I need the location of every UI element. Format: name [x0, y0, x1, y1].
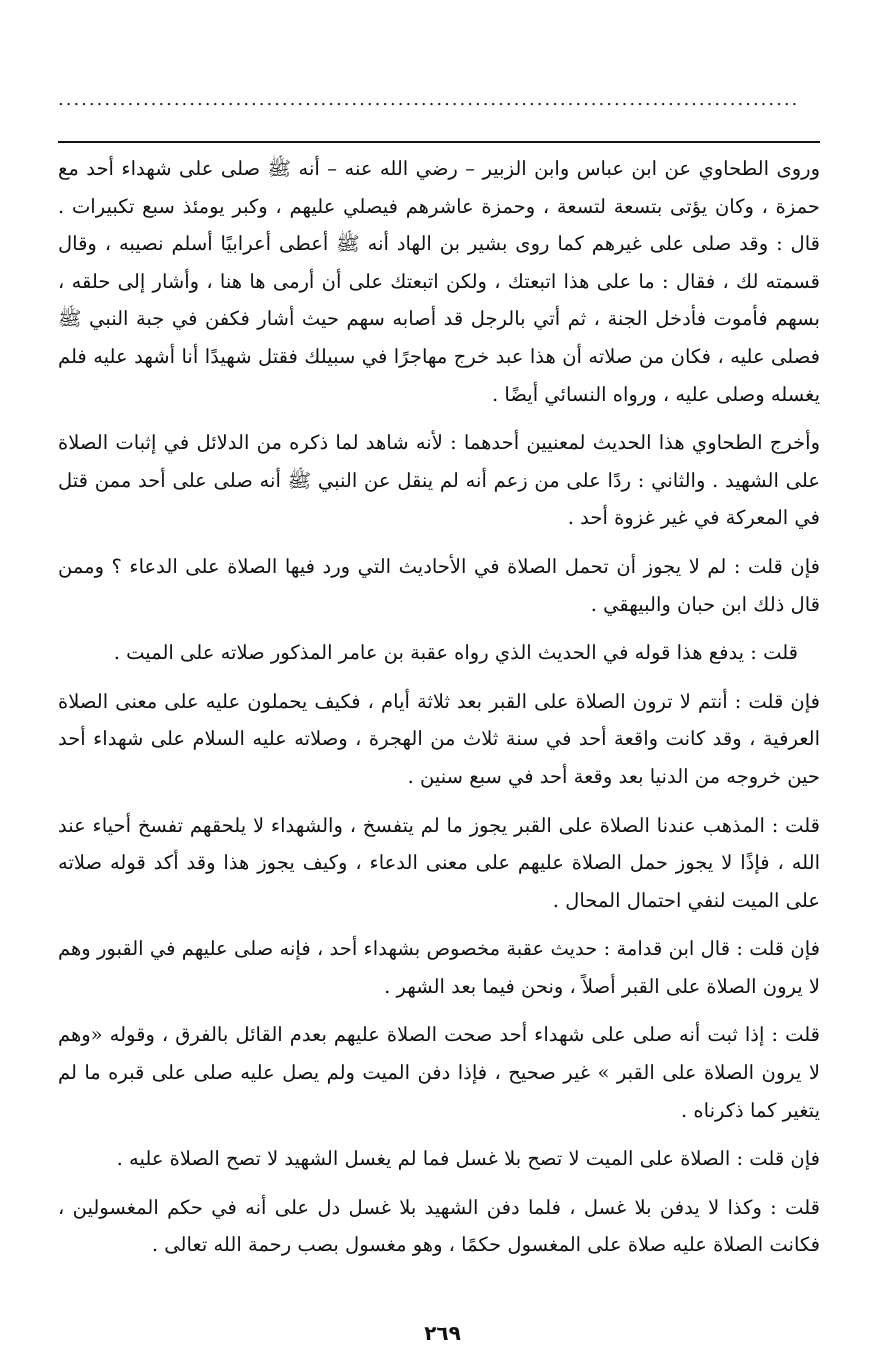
page-number: ٢٦٩ — [424, 1321, 461, 1345]
paragraph-10: قلت : وكذا لا يدفن بلا غسل ، فلما دفن الشهيد بلا غسل دل على أنه في حكم المغسولين ، فكانت الصلاة عليه صلاة على المغسول حكمًا ، وهو مغسول بصب رحمة الله تعالى . — [58, 1195, 820, 1257]
paragraph-5: فإن قلت : أنتم لا ترون الصلاة على القبر بعد ثلاثة أيام ، فكيف يحملون عليه على معنى الصلاة العرفية ، وقد كانت واقعة أحد في سنة ثلاث من الهجرة ، وصلاته عليه السلام على شهداء أحد حين خروجه من الدنيا بعد وقعة أحد في سبع سنين . — [58, 689, 820, 788]
paragraph-6: قلت : المذهب عندنا الصلاة على القبر يجوز ما لم يتفسخ ، والشهداء لا يلحقهم تفسخ أحياء عند الله ، فإذًا لا يجوز حمل الصلاة عليهم على معنى الدعاء ، وكيف يجوز هذا وقد أكد قوله صلاته على الميت لنفي احتمال المحال . — [58, 813, 820, 912]
paragraph-4: قلت : يدفع هذا قوله في الحديث الذي رواه عقبة بن عامر المذكور صلاته على الميت . — [113, 641, 798, 665]
paragraph-2: وأخرج الطحاوي هذا الحديث لمعنيين أحدهما : لأنه شاهد لما ذكره من الدلائل في إثبات الصلاة على الشهيد . والثاني : ردًا على من زعم أنه لم ينقل عن النبي ﷺ أنه صلى على أحد ممن قتل في المعركة في غير غزوة أحد . — [58, 431, 820, 530]
paragraph-8: قلت : إذا ثبت أنه صلى على شهداء أحد صحت الصلاة عليهم بعدم القائل بالفرق ، وقوله «وهم لا يرون الصلاة على القبر » غير صحيح ، فإذا دفن الميت ولم يصل عليه صلى على قبره ما لم يتغير كما ذكرناه . — [58, 1023, 820, 1122]
main-text — [58, 150, 820, 1275]
paragraph-7: فإن قلت : قال ابن قدامة : حديث عقبة مخصوص بشهداء أحد ، فإنه صلى عليهم في القبور وهم لا يرون الصلاة على القبر أصلاً ، ونحن فيما بعد الشهر . — [58, 937, 820, 998]
horizontal-rule — [58, 141, 820, 143]
dotted-separator: ................................................................................................ — [58, 89, 800, 110]
paragraph-1: وروى الطحاوي عن ابن عباس وابن الزبير – رضي الله عنه – أنه ﷺ صلى على شهداء أحد مع حمزة ، وكان يؤتى بتسعة لتسعة ، وحمزة عاشرهم فيصلي عليهم ، وكبر يومئذ سبع تكبيرات . قال : وقد صلى على غيرهم كما روى بشير بن الهاد أنه ﷺ أعطى أعرابيًا أسلم نصيبه ، وقال قسمته لك ، فقال : ما على هذا اتبعتك ، ولكن اتبعتك على أن أرمى ها هنا ، وأشار إلى حلقه ، بسهم فأموت فأدخل الجنة ، ثم أتي بالرجل قد أصابه سهم حيث أشار فكفن في جبة النبي ﷺ فصلى عليه ، فكان من صلاته أن هذا عبد خرج مهاجرًا في سبيلك فقتل شهيدًا أنا أشهد عليه فلم يغسله وصلى عليه ، ورواه النسائي أيضًا . — [58, 157, 820, 406]
paragraph-3: فإن قلت : لم لا يجوز أن تحمل الصلاة في الأحاديث التي ورد فيها الصلاة على الدعاء ؟ وممن قال ذلك ابن حبان والبيهقي . — [58, 554, 820, 616]
paragraph-9: فإن قلت : الصلاة على الميت لا تصح بلا غسل فما لم يغسل الشهيد لا تصح الصلاة عليه . — [116, 1147, 820, 1171]
